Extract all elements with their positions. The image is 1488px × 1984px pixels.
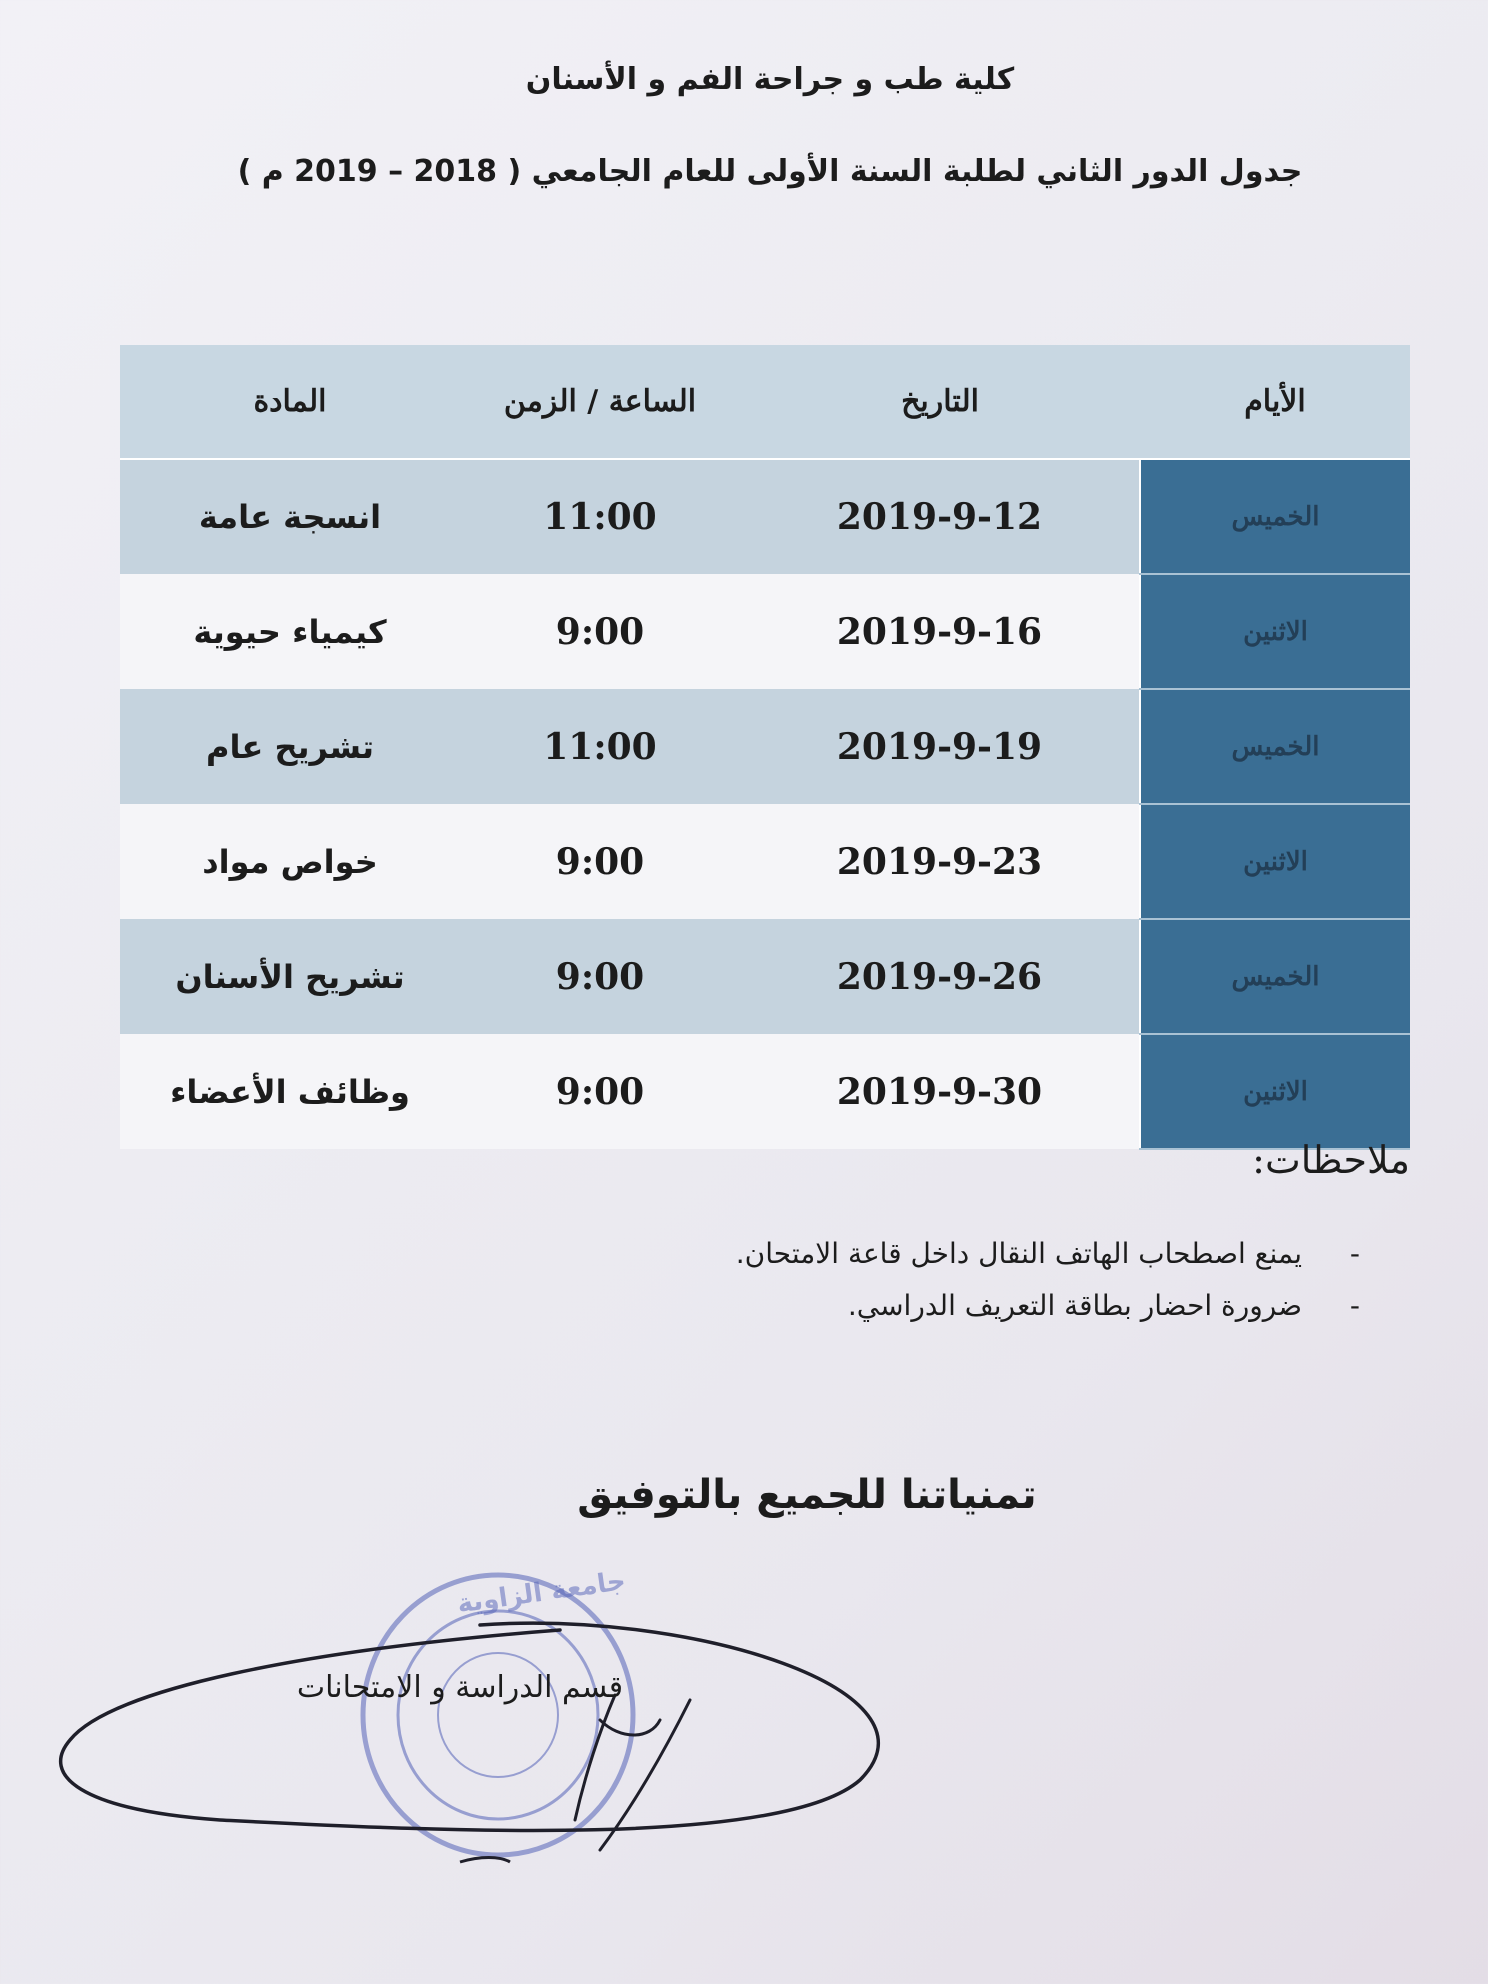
- day-cell: الخميس: [1140, 689, 1410, 804]
- subject-cell: تشريح عام: [120, 689, 460, 804]
- subject-cell: تشريح الأسنان: [120, 919, 460, 1034]
- table-header-row: [120, 345, 1410, 459]
- time-cell: 9:00: [460, 919, 740, 1034]
- table-row: [120, 574, 1410, 689]
- time-cell: 11:00: [460, 459, 740, 574]
- header-time: الساعة / الزمن: [460, 345, 740, 459]
- day-cell: الخميس: [1140, 919, 1410, 1034]
- time-cell: 9:00: [460, 804, 740, 919]
- header-date: التاريخ: [740, 345, 1140, 459]
- department-name: قسم الدراسة و الامتحانات: [296, 1670, 624, 1705]
- time-cell: 9:00: [460, 574, 740, 689]
- header-day: الأيام: [1140, 345, 1410, 459]
- header-subject: المادة: [120, 345, 460, 459]
- table-row: [120, 689, 1410, 804]
- date-cell: 2019-9-12: [740, 459, 1140, 574]
- college-name: كلية طب و جراحة الفم و الأسنان: [525, 62, 1015, 97]
- signature-icon: [40, 1570, 900, 1870]
- day-cell: الخميس: [1140, 459, 1410, 574]
- date-cell: 2019-9-16: [740, 574, 1140, 689]
- schedule-title: جدول الدور الثاني لطلبة السنة الأولى للعام الجامعي ( 2018 – 2019 م ): [237, 154, 1303, 189]
- date-cell: 2019-9-23: [740, 804, 1140, 919]
- table-row: [120, 919, 1410, 1034]
- notes-title: ملاحظات:: [1252, 1138, 1410, 1182]
- subject-cell: انسجة عامة: [120, 459, 460, 574]
- note-item: - يمنع اصطحاب الهاتف النقال داخل قاعة الامتحان.: [736, 1228, 1360, 1280]
- date-cell: 2019-9-30: [740, 1034, 1140, 1149]
- subject-cell: وظائف الأعضاء: [120, 1034, 460, 1149]
- svg-text:جامعة الزاوية: جامعة الزاوية: [455, 1566, 628, 1620]
- table-row: [120, 1034, 1410, 1149]
- subject-cell: خواص مواد: [120, 804, 460, 919]
- time-cell: 11:00: [460, 689, 740, 804]
- date-cell: 2019-9-26: [740, 919, 1140, 1034]
- day-cell: الاثنين: [1140, 574, 1410, 689]
- time-cell: 9:00: [460, 1034, 740, 1149]
- exam-schedule-table: [120, 345, 1410, 1150]
- table-row: [120, 459, 1410, 574]
- closing-message: تمنياتنا للجميع بالتوفيق: [577, 1472, 1037, 1518]
- notes-list: [736, 1228, 1360, 1332]
- date-cell: 2019-9-19: [740, 689, 1140, 804]
- table-row: [120, 804, 1410, 919]
- subject-cell: كيمياء حيوية: [120, 574, 460, 689]
- day-cell: الاثنين: [1140, 804, 1410, 919]
- note-item: - ضرورة احضار بطاقة التعريف الدراسي.: [736, 1280, 1360, 1332]
- day-cell: الاثنين: [1140, 1034, 1410, 1149]
